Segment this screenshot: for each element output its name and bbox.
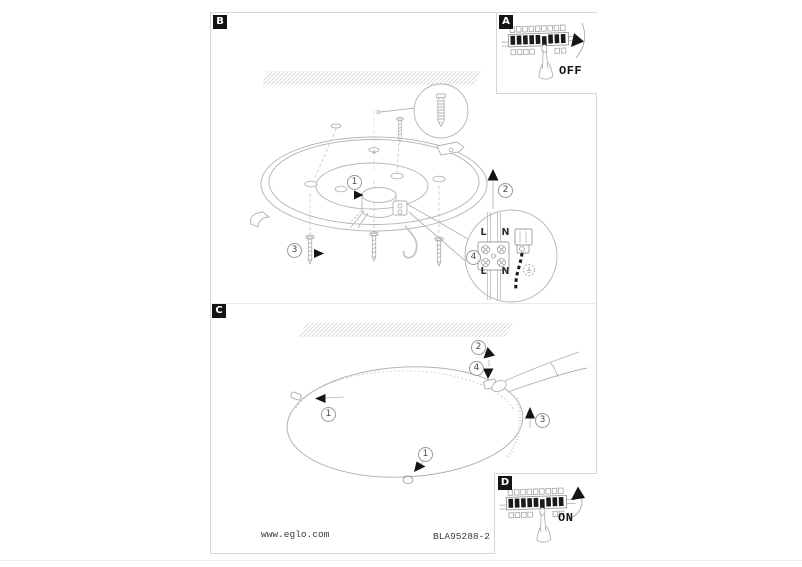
footer-website: www.eglo.com (261, 529, 330, 540)
section-b-badge: B (213, 15, 227, 29)
arrow-right-icon (571, 33, 584, 47)
arrow-up-icon (488, 169, 499, 181)
section-d-badge: D (498, 476, 512, 490)
instruction-page (210, 12, 597, 554)
power-on-panel (494, 473, 597, 554)
power-off-panel (496, 13, 597, 94)
wire-terminal-l-label: L (480, 227, 487, 238)
step-marker-1: 1 (347, 175, 362, 190)
section-c-badge: C (212, 304, 226, 318)
off-label: OFF (559, 64, 583, 78)
installation-diagram (211, 13, 596, 553)
step-marker-2: 2 (471, 340, 486, 355)
step-marker-1: 1 (321, 407, 336, 422)
ceiling-hatch-c (299, 323, 513, 337)
arrow-right-icon (314, 249, 324, 258)
wire-terminal-n-label: N (501, 266, 510, 277)
on-label: ON (558, 511, 574, 525)
step-marker-4: 4 (466, 250, 481, 265)
wire-terminal-n-label: N (501, 227, 510, 238)
arrow-left-icon (315, 394, 326, 403)
viewport-bottom-rule (0, 560, 802, 561)
section-divider (211, 303, 596, 304)
step-marker-3: 3 (287, 243, 302, 258)
step-marker-3: 3 (535, 413, 550, 428)
hand-illustration (490, 352, 587, 394)
document-code: BLA95288-2 (433, 531, 491, 542)
arrow-down-icon (483, 369, 494, 380)
mounting-plate (251, 124, 488, 231)
step-marker-2: 2 (498, 183, 513, 198)
wall-plug-detail (377, 84, 468, 138)
mains-cable (404, 226, 417, 258)
section-a-badge: A (499, 15, 513, 29)
ceiling-hatch-b (261, 71, 481, 85)
section-c-drawing (284, 323, 587, 484)
step-marker-4: 4 (469, 361, 484, 376)
arrow-up-icon (525, 407, 535, 419)
arrow-down-left-icon (414, 462, 426, 473)
step-marker-1: 1 (418, 447, 433, 462)
arrow-up-right-icon (571, 487, 585, 501)
glass-diffuser (284, 361, 525, 484)
wire-terminal-l-label: L (480, 266, 487, 277)
